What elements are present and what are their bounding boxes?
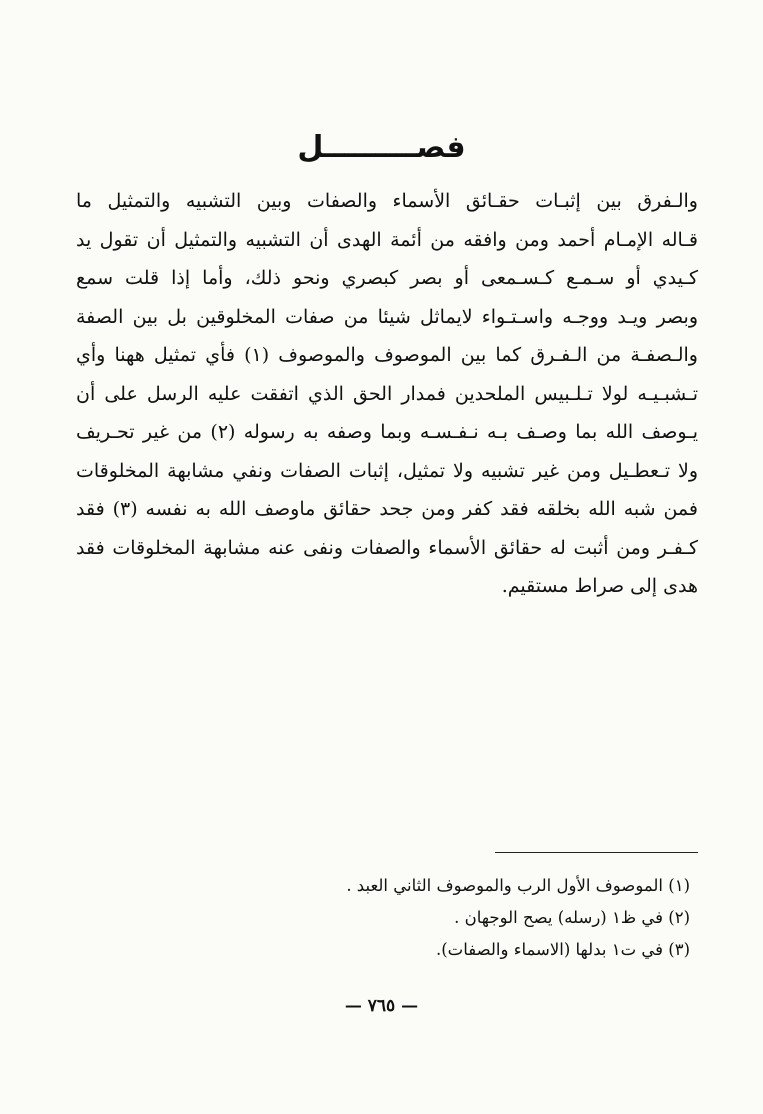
- footnotes: [260, 870, 690, 966]
- body-line: والـفرق بين إثبـات حقـائق الأسماء والصفات وبين التشبيه والتمثيل ما: [76, 190, 698, 212]
- body-line: قـاله الإمـام أحمد ومن وافقه من أئمة الهدى أن التشبيه والتمثيل أن تقول يد: [76, 228, 698, 251]
- body-line: كـيدي أو سـمـع كـسـمعى أو بصر كبصري ونحو ذلك، وأما إذا قلت سمع: [76, 267, 698, 289]
- body-line: ولا تـعطـيل ومن غير تشبيه ولا تمثيل، إثبات الصفات ونفي مشابهة المخلوقات: [76, 459, 698, 482]
- body-line: كـفـر ومن أثبت له حقائق الأسماء والصفات ونفى عنه مشابهة المخلوقات فقد: [76, 536, 698, 559]
- body-line: فمن شبه الله بخلقه فقد كفر ومن جحد حقائق ماوصف الله به نفسه (٣) فقد: [76, 498, 698, 520]
- body-line: وبصر ويـد ووجـه واسـتـواء لايماثل شيئا من صفات المخلوقين بل بين الصفة: [76, 305, 698, 328]
- body-line: تـشبـيـه لولا تـلـبيس الملحدين فمدار الحق الذي اتفقت عليه الرسل على أن: [76, 382, 698, 405]
- footnote-separator: [495, 852, 698, 853]
- footnote-item: (١) الموصوف الأول الرب والموصوف الثاني العبد .: [346, 876, 690, 895]
- footnote-item: (٣) في ت١ بدلها (الاسماء والصفات).: [435, 940, 690, 959]
- footnote-item: (٢) في ظ١ (رسله) يصح الوجهان .: [454, 908, 690, 927]
- body-paragraph: [76, 182, 698, 606]
- page-number: — ٧٦٥ —: [344, 996, 419, 1016]
- body-line: والـصفـة من الـفـرق كما بين الموصوف والموصوف (١) فأي تمثيل ههنا وأي: [76, 344, 698, 366]
- body-line: يـوصف الله بما وصـف بـه نـفـسـه وبما وصفه به رسوله (٢) من غير تحـريف: [76, 421, 698, 443]
- body-line: هدى إلى صراط مستقيم.: [501, 575, 698, 597]
- section-heading: فصـــــــــل: [297, 130, 466, 165]
